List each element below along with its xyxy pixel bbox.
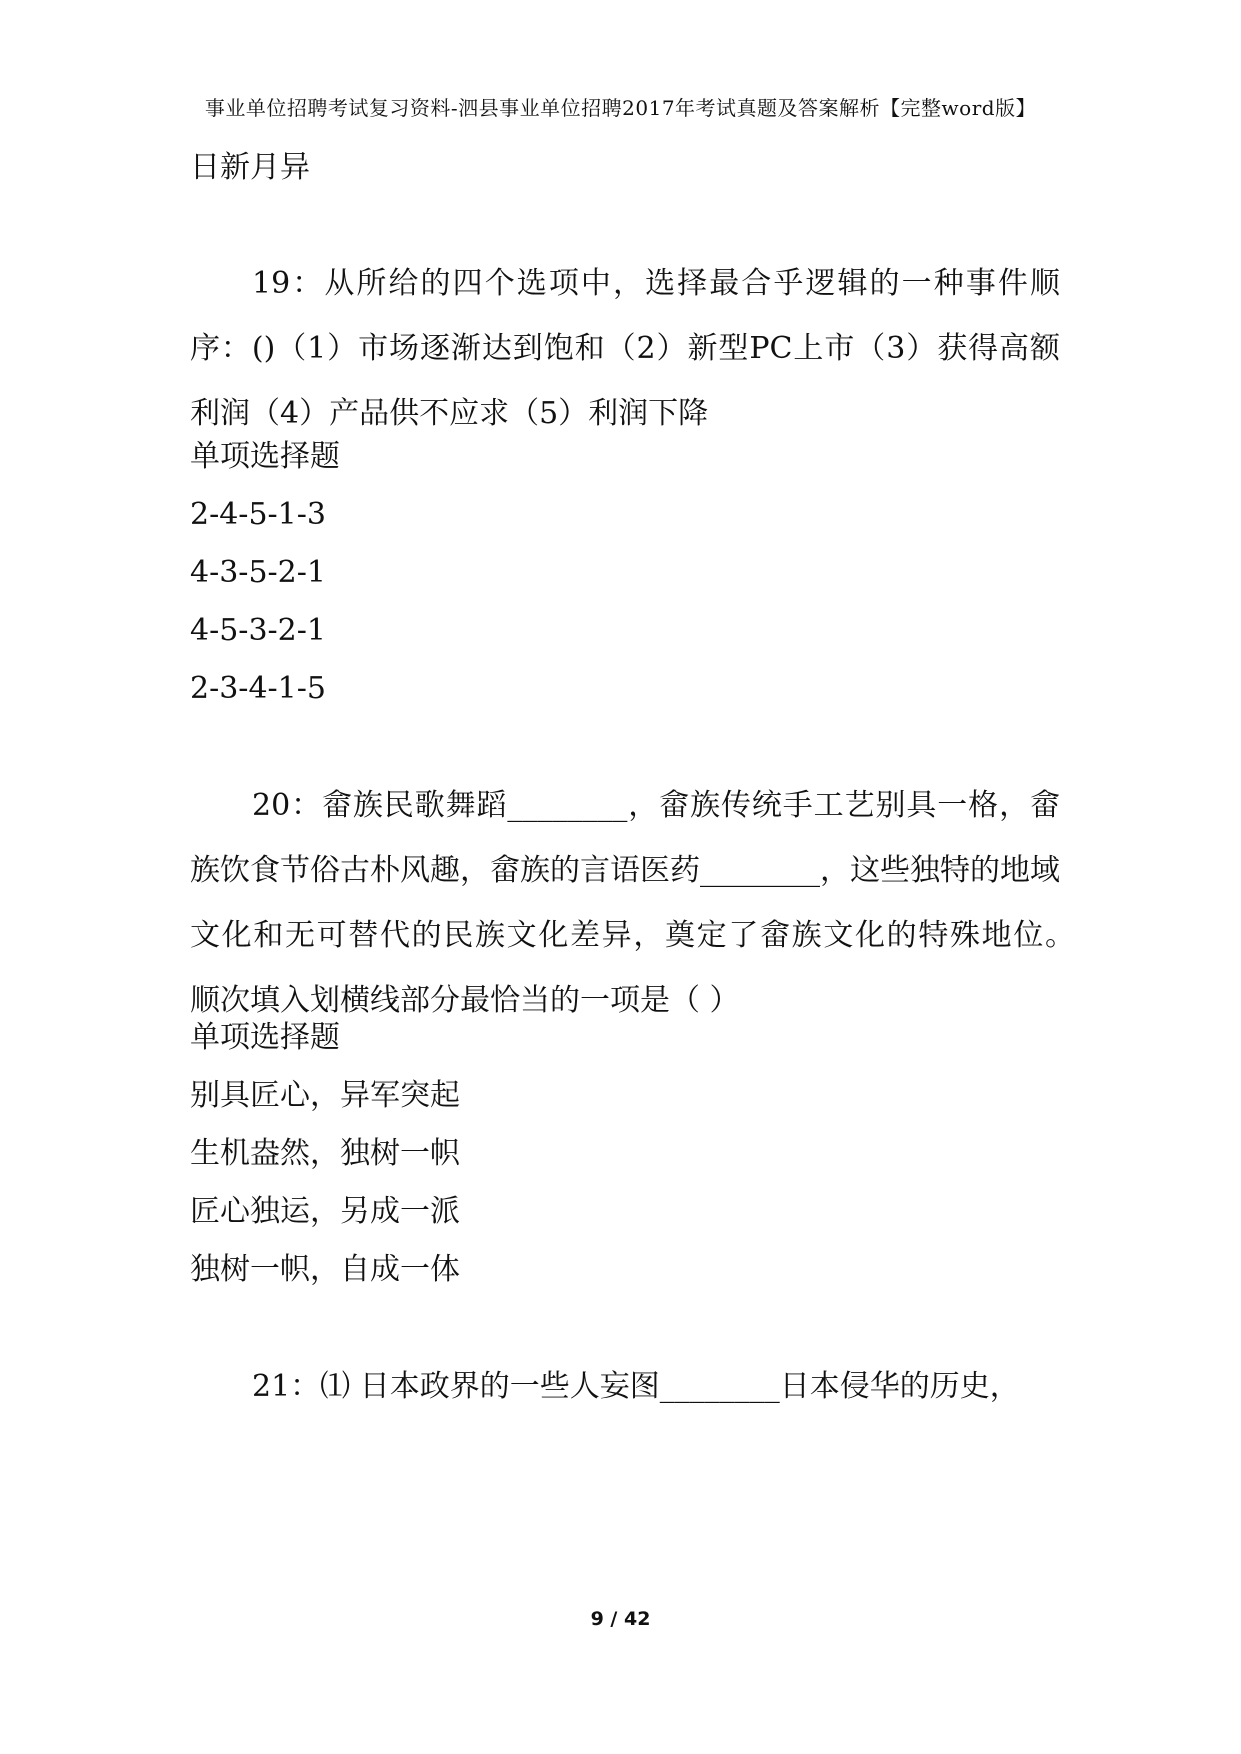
question-21-text: 21：⑴ 日本政界的一些人妄图________日本侵华的历史， bbox=[252, 1369, 1020, 1404]
question-19-text: 19：从所给的四个选项中，选择最合乎逻辑的一种事件顺序：()（1）市场逐渐达到饱和（2）新型PC上市（3）获得高额利润（4）产品供不应求（5）利润下降 bbox=[190, 266, 1060, 431]
question-20-text: 20：畲族民歌舞蹈________，畲族传统手工艺别具一格，畲族饮食节俗古朴风趣，畲族的言语医药________，这些独特的地域文化和无可替代的民族文化差异，奠定了畲族文化的特殊地位。 顺次填入划横线部分最恰当的一项是（ ） bbox=[190, 788, 1120, 1018]
question-20-option-d: 独树一帜，自成一体 bbox=[190, 1252, 460, 1287]
question-19-option-c: 4-5-3-2-1 bbox=[190, 613, 326, 648]
question-19-option-d: 2-3-4-1-5 bbox=[190, 671, 326, 706]
question-20-option-b: 生机盎然，独树一帜 bbox=[190, 1136, 460, 1171]
page-header: 事业单位招聘考试复习资料-泗县事业单位招聘2017年考试真题及答案解析【完整word版】 bbox=[204, 96, 1037, 120]
question-20-type: 单项选择题 bbox=[190, 1020, 340, 1055]
question-19-option-a: 2-4-5-1-3 bbox=[190, 497, 326, 532]
question-19-option-b: 4-3-5-2-1 bbox=[190, 555, 326, 590]
page-number: 9 / 42 bbox=[590, 1608, 651, 1630]
question-20-option-a: 别具匠心，异军突起 bbox=[190, 1078, 460, 1113]
prev-option: 日新月异 bbox=[190, 150, 310, 185]
question-19-type: 单项选择题 bbox=[190, 439, 340, 474]
question-20-option-c: 匠心独运，另成一派 bbox=[190, 1194, 460, 1229]
